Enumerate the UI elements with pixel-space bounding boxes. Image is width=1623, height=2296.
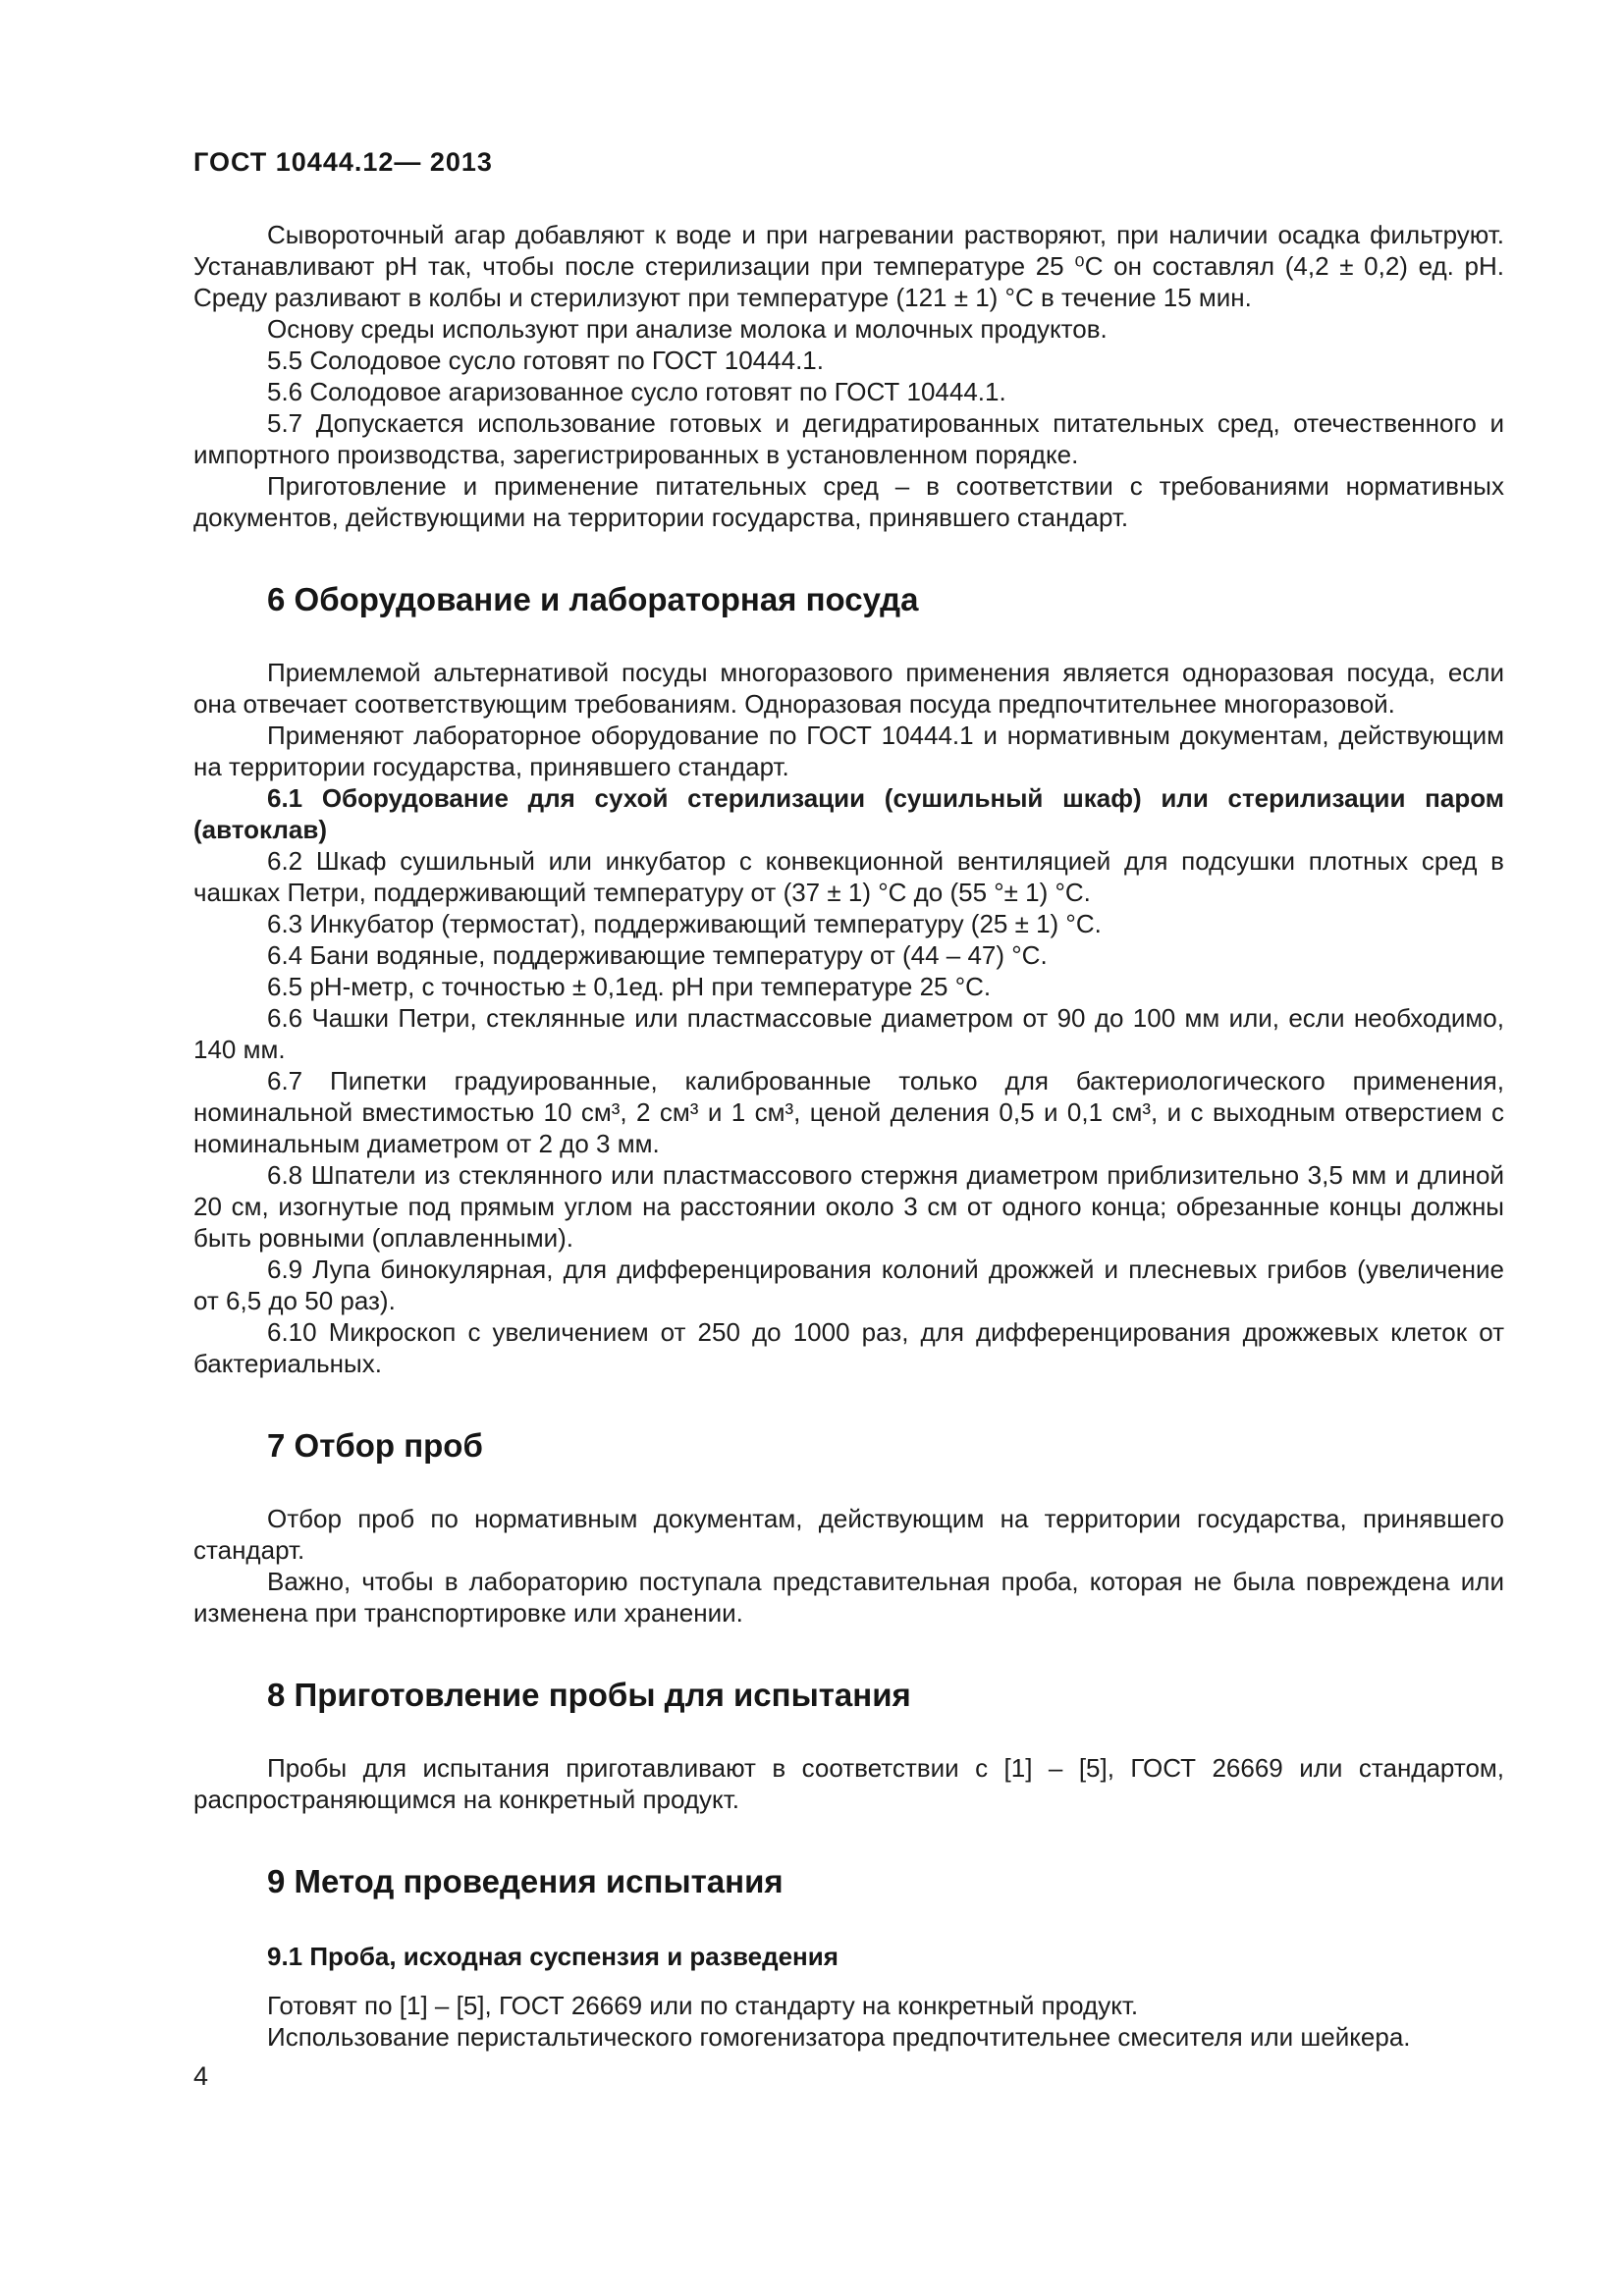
paragraph-sampling-docs: Отбор проб по нормативным документам, действующим на территории государства, принявшего стандарт. bbox=[193, 1504, 1504, 1565]
clause-6-4-water-baths: 6.4 Бани водяные, поддерживающие температуру от (44 – 47) °С. bbox=[267, 940, 1048, 970]
clause-6-5-ph-meter: 6.5 pH-метр, с точностью ± 0,1ед. pH при температуре 25 °С. bbox=[267, 972, 992, 1001]
paragraph-prepare-by-references: Готовят по [1] – [5], ГОСТ 26669 или по стандарту на конкретный продукт. bbox=[267, 1991, 1139, 2020]
paragraph-medium-base-use: Основу среды используют при анализе молока и молочных продуктов. bbox=[267, 314, 1108, 344]
clause-6-10-microscope: 6.10 Микроскоп с увеличением от 250 до 1000 раз, для дифференцирования дрожжевых клеток от бактериальных. bbox=[193, 1317, 1504, 1378]
paragraph-disposable-ware: Приемлемой альтернативой посуды многоразового применения является одноразовая посуда, если она отвечает соответствующим требованиям. Одноразовая посуда предпочтительнее многоразовой. bbox=[193, 658, 1504, 719]
clause-6-9-binocular-loupe: 6.9 Лупа бинокулярная, для дифференцирования колоний дрожжей и плесневых грибов (увеличение от 6,5 до 50 раз). bbox=[193, 1255, 1504, 1315]
paragraph-sample-integrity: Важно, чтобы в лабораторию поступала представительная проба, которая не была повреждена или изменена при транспортировке или хранении. bbox=[193, 1567, 1504, 1628]
clause-6-1-sterilization: 6.1 Оборудование для сухой стерилизации (сушильный шкаф) или стерилизации паром (автоклав) bbox=[193, 783, 1504, 844]
clause-6-8-spreaders: 6.8 Шпатели из стеклянного или пластмассового стержня диаметром приблизительно 3,5 мм и длиной 20 см, изогнутые под прямым углом на расстоянии около 3 см от одного конца; обрезанные концы должны быть ровными (оплавленными). bbox=[193, 1160, 1504, 1253]
clause-6-3-incubator: 6.3 Инкубатор (термостат), поддерживающий температуру (25 ± 1) °С. bbox=[267, 909, 1102, 938]
section-6-title: 6 Оборудование и лабораторная посуда bbox=[267, 581, 919, 617]
clause-5-6-malt-agar-wort: 5.6 Солодовое агаризованное сусло готовят по ГОСТ 10444.1. bbox=[267, 377, 1006, 406]
section-7-title: 7 Отбор проб bbox=[267, 1427, 483, 1464]
subsection-9-1-title: 9.1 Проба, исходная суспензия и разведения bbox=[267, 1942, 839, 1971]
paragraph-serum-agar: Сывороточный агар добавляют к воде и при нагревании растворяют, при наличии осадка фильтруют. Устанавливают pH так, чтобы после стерилизации при температуре 25 ⁰С он составлял (4,2 ± 0,2) ед. pH. Среду разливают в колбы и стерилизуют при температуре (121 ± 1) °С в течение 15 мин. bbox=[193, 220, 1504, 312]
clause-5-5-malt-wort: 5.5 Солодовое сусло готовят по ГОСТ 10444.1. bbox=[267, 346, 824, 375]
paragraph-lab-equipment: Применяют лабораторное оборудование по ГОСТ 10444.1 и нормативным документам, действующим на территории государства, принявшего стандарт. bbox=[193, 721, 1504, 781]
paragraph-media-preparation: Приготовление и применение питательных сред – в соответствии с требованиями нормативных документов, действующими на территории государства, принявшего стандарт. bbox=[193, 471, 1504, 532]
running-header-standard-code: ГОСТ 10444.12— 2013 bbox=[193, 147, 493, 177]
clause-5-7-ready-media: 5.7 Допускается использование готовых и дегидратированных питательных сред, отечественного и импортного производства, зарегистрированных в установленном порядке. bbox=[193, 408, 1504, 469]
paragraph-peristaltic-homogenizer: Использование перистальтического гомогенизатора предпочтительнее смесителя или шейкера. bbox=[267, 2022, 1411, 2052]
paragraph-test-sample-preparation: Пробы для испытания приготавливают в соответствии с [1] – [5], ГОСТ 26669 или стандартом, распространяющимся на конкретный продукт. bbox=[193, 1753, 1504, 1814]
section-9-title: 9 Метод проведения испытания bbox=[267, 1863, 784, 1899]
page-number: 4 bbox=[193, 2061, 209, 2091]
clause-6-2-drying-cabinet: 6.2 Шкаф сушильный или инкубатор с конвекционной вентиляцией для подсушки плотных сред в чашках Петри, поддерживающий температуру от (37 ± 1) °С до (55 °± 1) °С. bbox=[193, 846, 1504, 907]
section-8-title: 8 Приготовление пробы для испытания bbox=[267, 1677, 911, 1713]
clause-6-7-pipettes: 6.7 Пипетки градуированные, калиброванные только для бактериологического применения, номинальной вместимостью 10 см³, 2 см³ и 1 см³, ценой деления 0,5 и 0,1 см³, и с выходным отверстием с номинальным диаметром от 2 до 3 мм. bbox=[193, 1066, 1504, 1158]
clause-6-6-petri-dishes: 6.6 Чашки Петри, стеклянные или пластмассовые диаметром от 90 до 100 мм или, если необходимо, 140 мм. bbox=[193, 1003, 1504, 1064]
